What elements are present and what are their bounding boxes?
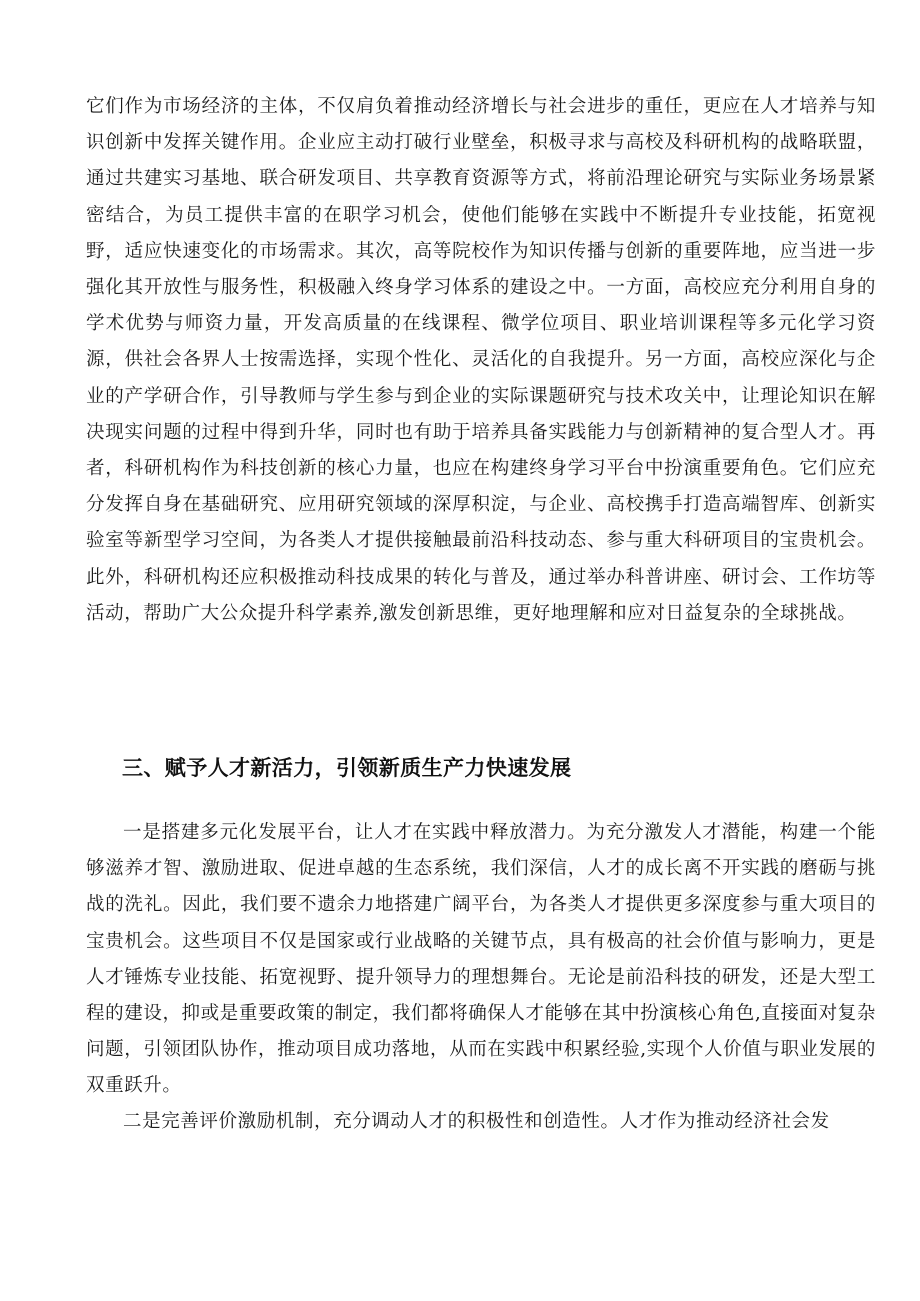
body-paragraph-1: 它们作为市场经济的主体，不仅肩负着推动经济增长与社会进步的重任，更应在人才培养与知识创新中发挥关键作用。企业应主动打破行业壁垒，积极寻求与高校及科研机构的战略联盟，通过共建实习基地、联合研发项目、共享教育资源等方式，将前沿理论研究与实际业务场景紧密结合，为员工提供丰富的在职学习机会，使他们能够在实践中不断提升专业技能，拓宽视野，适应快速变化的市场需求。其次，高等院校作为知识传播与创新的重要阵地，应当进一步强化其开放性与服务性，积极融入终身学习体系的建设之中。一方面，高校应充分利用自身的学术优势与师资力量，开发高质量的在线课程、微学位项目、职业培训课程等多元化学习资源，供社会各界人士按需选择，实现个性化、灵活化的自我提升。另一方面，高校应深化与企业的产学研合作，引导教师与学生参与到企业的实际课题研究与技术攻关中，让理论知识在解决现实问题的过程中得到升华，同时也有助于培养具备实践能力与创新精神的复合型人才。再者，科研机构作为科技创新的核心力量，也应在构建终身学习平台中扮演重要角色。它们应充分发挥自身在基础研究、应用研究领域的深厚积淀，与企业、高校携手打造高端智库、创新实验室等新型学习空间，为各类人才提供接触最前沿科技动态、参与重大科研项目的宝贵机会。此外，科研机构还应积极推动科技成果的转化与普及，通过举办科普讲座、研讨会、工作坊等活动，帮助广大公众提升科学素养,激发创新思维，更好地理解和应对日益复杂的全球挑战。 xyxy=(86,96,876,624)
body-paragraph-3: 二是完善评价激励机制，充分调动人才的积极性和创造性。人才作为推动经济社会发 xyxy=(123,1111,830,1132)
body-paragraph-2: 一是搭建多元化发展平台，让人才在实践中释放潜力。为充分激发人才潜能，构建一个能够滋养才智、激励进取、促进卓越的生态系统，我们深信，人才的成长离不开实践的磨砺与挑战的洗礼。因此，我们要不遗余力地搭建广阔平台，为各类人才提供更多深度参与重大项目的宝贵机会。这些项目不仅是国家或行业战略的关键节点，具有极高的社会价值与影响力，更是人才锤炼专业技能、拓宽视野、提升领导力的理想舞台。无论是前沿科技的研发，还是大型工程的建设，抑或是重要政策的制定，我们都将确保人才能够在其中扮演核心角色,直接面对复杂问题，引领团队协作，推动项目成功落地，从而在实践中积累经验,实现个人价值与职业发展的双重跃升。 xyxy=(86,822,876,1097)
section-heading-3: 三、赋予人才新活力，引领新质生产力快速发展 xyxy=(122,756,572,780)
